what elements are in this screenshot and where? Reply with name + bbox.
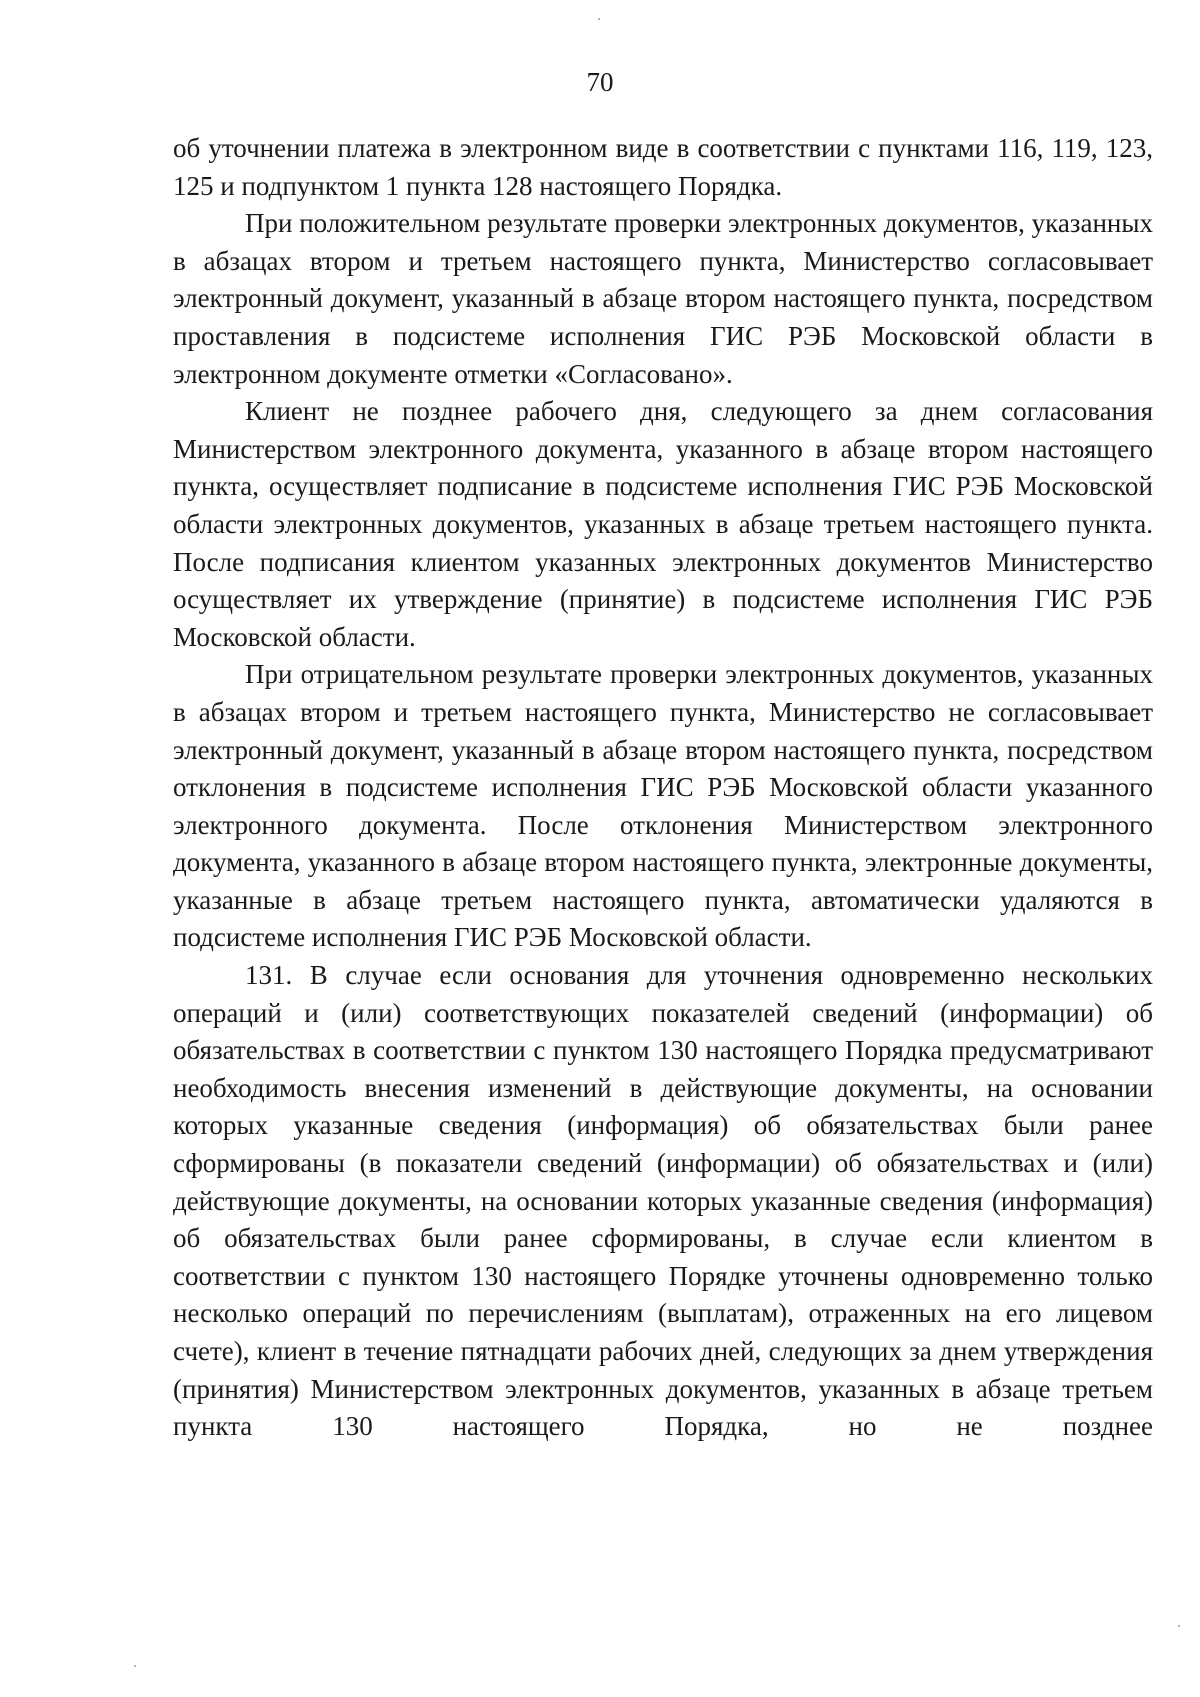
page-number: 70	[586, 67, 614, 97]
paragraph-1: об уточнении платежа в электронном виде в соответствии с пунктами 116, 119, 123, 125 и подпунктом 1 пункта 128 настоящего Порядка.	[173, 133, 1153, 201]
scan-speck	[134, 1665, 136, 1667]
paragraph-2: При положительном результате проверки электронных документов, указанных в абзацах втором и третьем настоящего пункта, Министерство согласовывает электронный документ, указанный в абзаце втором настоящего пункта, посредством проставления в подсистеме исполнения ГИС РЭБ Московской области в электронном документе отметки «Согласовано».	[173, 208, 1153, 389]
scan-speck	[598, 18, 600, 20]
document-body	[173, 130, 1153, 1446]
paragraph-3: Клиент не позднее рабочего дня, следующего за днем согласования Министерством электронного документа, указанного в абзаце втором настоящего пункта, осуществляет подписание в подсистеме исполнения ГИС РЭБ Московской области электронных документов, указанных в абзаце третьем настоящего пункта. После подписания клиентом указанных электронных документов Министерство осуществляет их утверждение (принятие) в подсистеме исполнения ГИС РЭБ Московской области.	[173, 396, 1153, 652]
paragraph-4: При отрицательном результате проверки электронных документов, указанных в абзацах втором и третьем настоящего пункта, Министерство не согласовывает электронный документ, указанный в абзаце втором настоящего пункта, посредством отклонения в подсистеме исполнения ГИС РЭБ Московской области указанного электронного документа. После отклонения Министерством электронного документа, указанного в абзаце втором настоящего пункта, электронные документы, указанные в абзаце третьем настоящего пункта, автоматически удаляются в подсистеме исполнения ГИС РЭБ Московской области.	[173, 659, 1153, 953]
paragraph-5: 131. В случае если основания для уточнения одновременно нескольких операций и (или) соответствующих показателей сведений (информации) об обязательствах в соответствии с пунктом 130 настоящего Порядка предусматривают необходимость внесения изменений в действующие документы, на основании которых указанные сведения (информация) об обязательствах были ранее сформированы (в показатели сведений (информации) об обязательствах и (или) действующие документы, на основании которых указанные сведения (информация) об обязательствах были ранее сформированы, в случае если клиентом в соответствии с пунктом 130 настоящего Порядке уточнены одновременно только несколько операций по перечислениям (выплатам), отраженных на его лицевом счете), клиент в течение пятнадцати рабочих дней, следующих за днем утверждения (принятия) Министерством электронных документов, указанных в абзаце третьем пункта 130 настоящего Порядка, но не позднее	[173, 960, 1153, 1442]
scan-speck	[1178, 1625, 1180, 1627]
